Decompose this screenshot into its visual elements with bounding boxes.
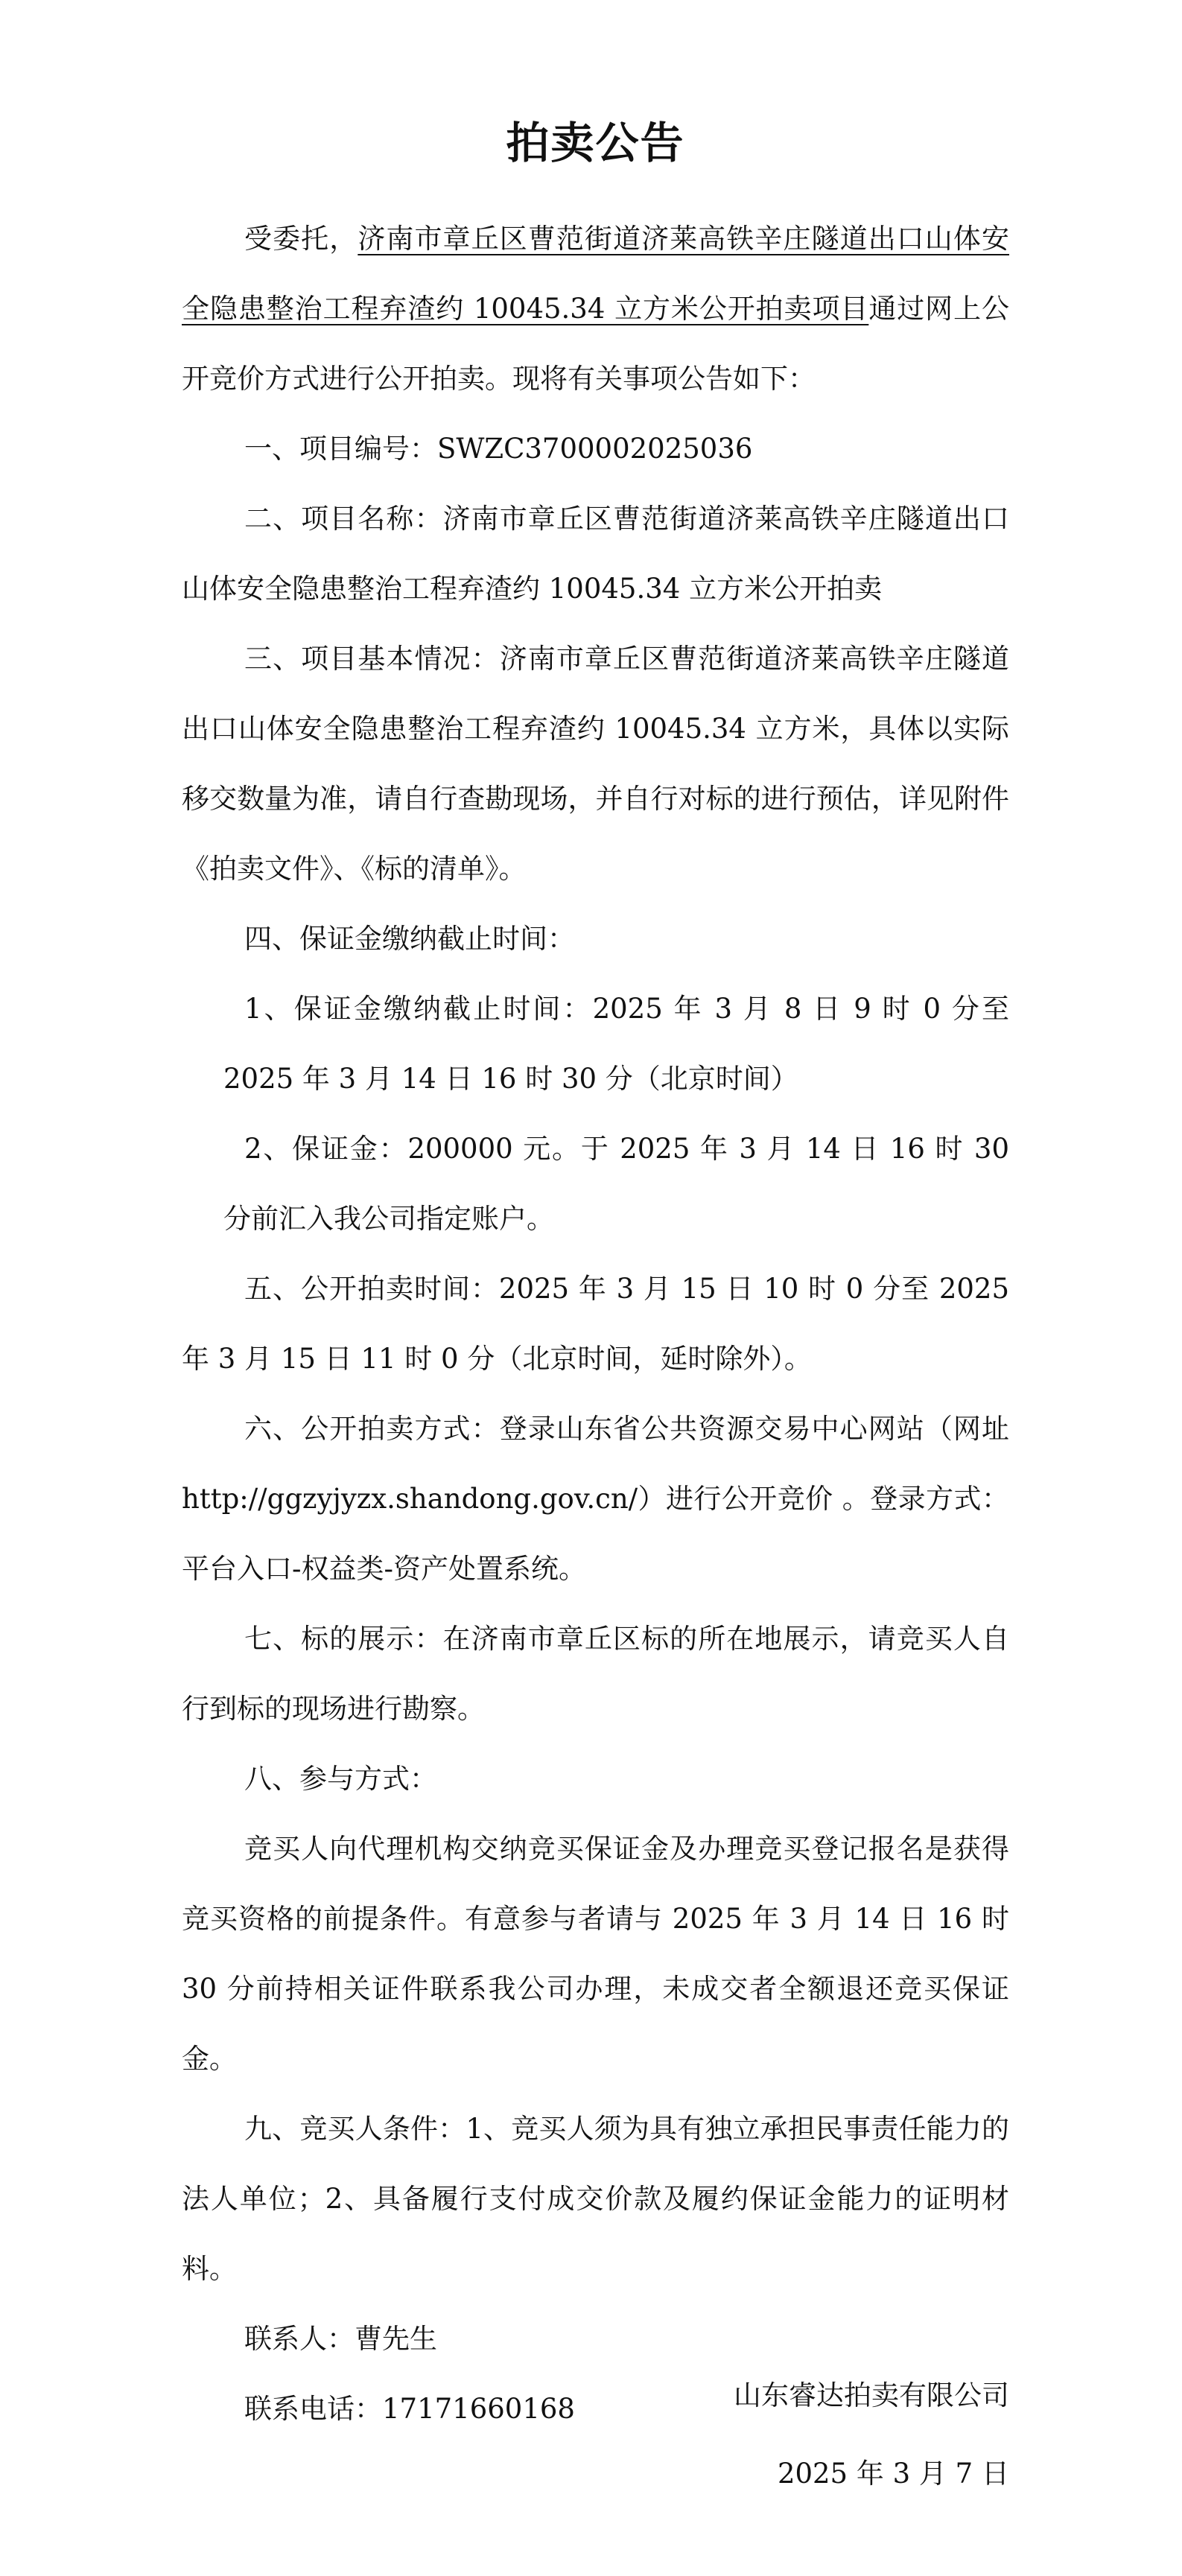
project-number: 一、项目编号：SWZC3700002025036: [244, 433, 753, 465]
project-name: 二、项目名称：济南市章丘区曹范街道济莱高铁辛庄隧道出口山体安全隐患整治工程弃渣约 10045.34 立方米公开拍卖: [182, 503, 1009, 605]
deposit-deadline: 1、保证金缴纳截止时间：2025 年 3 月 8 日 9 时 0 分至 2025 年 3 月 14 日 16 时 30 分（北京时间）: [223, 993, 1009, 1095]
participation-body: 竞买人向代理机构交纳竞买保证金及办理竞买登记报名是获得竞买资格的前提条件。有意参与者请与 2025 年 3 月 14 日 16 时 30 分前持相关证件联系我公司办理，未成交者全额退还竞买保证金。: [182, 1833, 1009, 2075]
deposit-amount: 2、保证金：200000 元。于 2025 年 3 月 14 日 16 时 30 分前汇入我公司指定账户。: [223, 1133, 1009, 1235]
participation-heading: 八、参与方式：: [244, 1763, 437, 1795]
deposit-heading: 四、保证金缴纳截止时间：: [244, 923, 575, 955]
signature-company: 山东睿达拍卖有限公司: [734, 2379, 1009, 2411]
page-title: 拍卖公告: [506, 118, 685, 168]
intro-paragraph: [182, 204, 1009, 414]
intro-prefix: 受委托，: [244, 223, 358, 255]
announcement-body: [182, 204, 1009, 2444]
exhibition: 七、标的展示：在济南市章丘区标的所在地展示，请竞买人自行到标的现场进行勘察。: [182, 1623, 1009, 1725]
signature-date: 2025 年 3 月 7 日: [777, 2458, 1009, 2490]
project-title-underlined: 济南市章丘区曹范街道济莱高铁辛庄隧道出口山体安全隐患整治工程弃渣约 10045.34 立方米公开拍卖项目: [182, 223, 1010, 325]
bidder-conditions: 九、竞买人条件：1、竞买人须为具有独立承担民事责任能力的法人单位；2、具备履行支付成交价款及履约保证金能力的证明材料。: [182, 2113, 1009, 2285]
contact-person: 联系人：曹先生: [244, 2323, 437, 2355]
intro-suffix: 通过网上公开竞价方式进行公开拍卖。现将有关事项公告如下：: [182, 293, 1009, 395]
auction-time: 五、公开拍卖时间：2025 年 3 月 15 日 10 时 0 分至 2025 年 3 月 15 日 11 时 0 分（北京时间，延时除外）。: [182, 1273, 1009, 1375]
auction-method: 六、公开拍卖方式：登录山东省公共资源交易中心网站（网址 http://ggzyjyzx.shandong.gov.cn/）进行公开竞价 。登录方式：平台入口-权益类-资产处置系统。: [182, 1413, 1009, 1585]
contact-phone: 联系电话：17171660168: [244, 2393, 575, 2425]
project-basic-info: 三、项目基本情况：济南市章丘区曹范街道济莱高铁辛庄隧道出口山体安全隐患整治工程弃渣约 10045.34 立方米，具体以实际移交数量为准，请自行查勘现场，并自行对标的进行预估，详见附件《拍卖文件》、《标的清单》。: [182, 643, 1009, 885]
